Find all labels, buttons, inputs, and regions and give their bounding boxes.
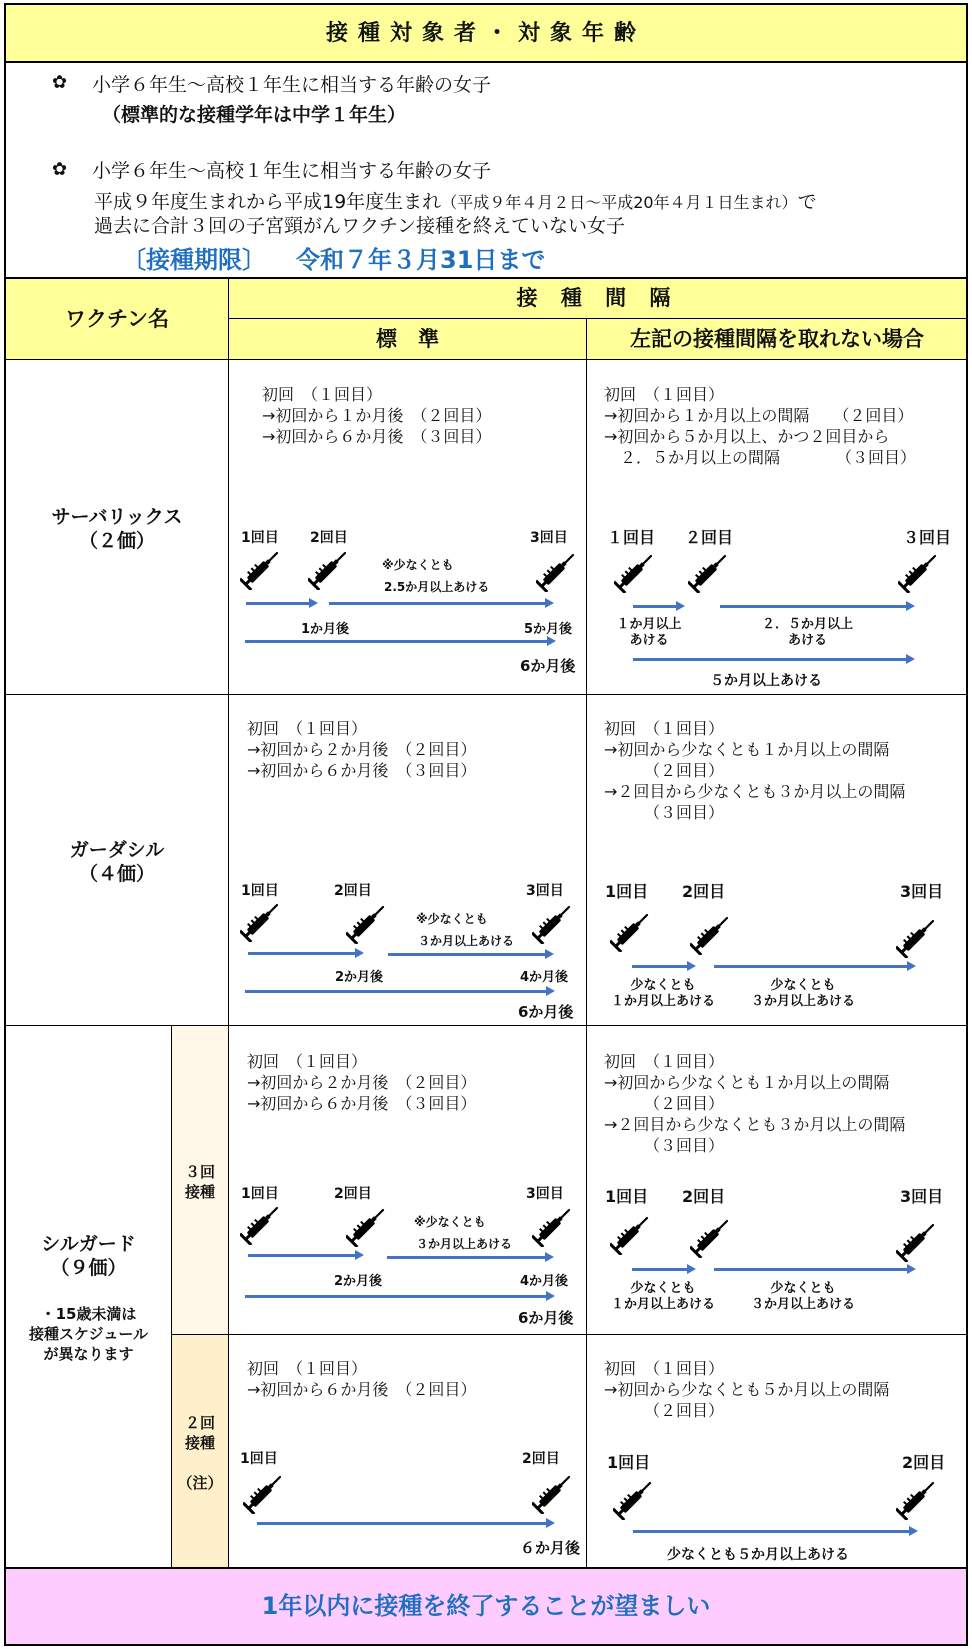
- alternative-schedule-desc: 初回 （１回目） →初回から少なくとも１か月以上の間隔 （２回目） →２回目から少なくとも３か月以上の間隔 （３回目）: [604, 719, 906, 822]
- divider: [586, 318, 587, 359]
- divider: [4, 61, 968, 63]
- interval-label: 少なくとも １か月以上あける: [610, 978, 715, 1009]
- interval-label: 2か月後: [335, 970, 384, 985]
- interval-arrow: [387, 1256, 546, 1259]
- interval-label: 6か月後: [518, 1003, 574, 1021]
- syringe-icon: [532, 904, 572, 944]
- standard-schedule-desc: 初回 （１回目） →初回から２か月後 （２回目） →初回から６か月後 （３回目）: [247, 1052, 477, 1113]
- syringe-icon: [240, 1205, 280, 1245]
- syringe-icon: [532, 1474, 572, 1514]
- divider: [171, 1334, 968, 1335]
- interval-label: ２．５か月以上 あける: [761, 617, 853, 648]
- header-standard: 標 準: [376, 327, 439, 351]
- syringe-icon: [610, 1215, 650, 1255]
- interval-arrow: [388, 953, 546, 956]
- interval-arrow: [632, 965, 688, 968]
- divider: [4, 359, 968, 360]
- interval-arrow: [245, 1295, 547, 1298]
- syringe-icon: [690, 1218, 730, 1258]
- dose-label: 1回目: [240, 1451, 278, 1467]
- eligibility-title: 接種対象者・対象年齢: [325, 21, 646, 46]
- footer-banner: [6, 1569, 966, 1644]
- dose-label: 1回目: [607, 1453, 651, 1472]
- interval-label: 6か月後: [520, 657, 576, 675]
- syringe-icon: [896, 918, 936, 958]
- syringe-icon: [536, 552, 576, 592]
- dose-label: 1回目: [241, 530, 279, 546]
- standard-schedule-desc: 初回 （１回目） →初回から２か月後 （２回目） →初回から６か月後 （３回目）: [247, 719, 477, 780]
- syringe-icon: [688, 553, 728, 593]
- flower-icon: ✿: [52, 159, 68, 180]
- syringe-icon: [243, 1474, 283, 1514]
- footer-text: 1年以内に接種を終了することが望ましい: [261, 1592, 711, 1620]
- interval-arrow: [633, 605, 677, 608]
- interval-arrow: [714, 1268, 908, 1271]
- interval-label: １か月以上 あける: [616, 617, 682, 648]
- alternative-schedule-desc: 初回 （１回目） →初回から１か月以上の間隔 （２回目） →初回から５か月以上、かつ２回目から ２．５か月以上の間隔 （３回目）: [604, 385, 917, 467]
- deadline-value: 令和７年３月31日まで: [296, 246, 546, 274]
- alternative-schedule-desc: 初回 （１回目） →初回から少なくとも１か月以上の間隔 （２回目） →２回目から少なくとも３か月以上の間隔 （３回目）: [604, 1052, 906, 1155]
- interval-arrow: [257, 1522, 547, 1525]
- interval-label: 少なくとも １か月以上あける: [610, 1281, 715, 1312]
- header-vaccine-name: ワクチン名: [65, 307, 169, 331]
- interval-arrow: [248, 952, 356, 955]
- dose-label: 3回目: [900, 1187, 944, 1206]
- syringe-icon: [346, 904, 386, 944]
- syringe-icon: [308, 550, 348, 590]
- vaccine-name-gardasil: ガーダシル （４価）: [69, 839, 165, 885]
- syringe-icon: [240, 550, 280, 590]
- dose-label: 2回目: [334, 1186, 372, 1202]
- syringe-icon: [346, 1207, 386, 1247]
- interval-arrow: [248, 1254, 356, 1257]
- interval-arrow: [633, 658, 907, 661]
- divider: [586, 359, 587, 1568]
- interval-note: ※少なくとも 2.5か月以上あける: [382, 558, 490, 594]
- interval-arrow: [246, 602, 310, 605]
- sub-row-label-3-dose: ３回 接種: [184, 1163, 215, 1201]
- interval-label: 1か月後: [301, 622, 350, 637]
- interval-arrow: [632, 1268, 688, 1271]
- interval-arrow: [633, 1530, 910, 1533]
- alternative-schedule-desc: 初回 （１回目） →初回から少なくとも５か月以上の間隔 （２回目）: [604, 1359, 890, 1420]
- dose-label: 2回目: [334, 883, 372, 899]
- divider: [228, 278, 229, 1568]
- header-alternative: 左記の接種間隔を取れない場合: [630, 327, 924, 351]
- interval-label: 4か月後: [520, 970, 569, 985]
- silgard-age-note: ・15歳未満は 接種スケジュール が異なります: [28, 1305, 149, 1363]
- syringe-icon: [240, 902, 280, 942]
- vaccine-name-silgard: シルガード （９価）: [41, 1233, 136, 1279]
- interval-label: 少なくとも ３か月以上あける: [750, 1281, 855, 1312]
- eligibility-item-1-line-2: （標準的な接種学年は中学１年生）: [102, 104, 407, 126]
- dose-label: 1回目: [241, 883, 279, 899]
- dose-label: ２回目: [685, 528, 734, 547]
- eligibility-item-2-line-2: 平成９年度生まれから平成19年度生まれ（平成９年４月２日～平成20年４月１日生まれ）で: [94, 191, 817, 213]
- interval-arrow: [245, 640, 548, 643]
- interval-arrow: [714, 965, 908, 968]
- eligibility-item-2-line-1: 小学６年生～高校１年生に相当する年齢の女子: [92, 160, 492, 182]
- dose-label: 1回目: [605, 882, 649, 901]
- interval-label: ５か月以上あける: [710, 673, 822, 689]
- dose-label: 2回目: [682, 1187, 726, 1206]
- interval-label: ６か月後: [520, 1539, 581, 1557]
- dose-label: 3回目: [526, 883, 564, 899]
- syringe-icon: [898, 553, 938, 593]
- syringe-icon: [896, 1480, 936, 1520]
- dose-label: 2回目: [902, 1453, 946, 1472]
- dose-label: 3回目: [900, 882, 944, 901]
- syringe-icon: [690, 915, 730, 955]
- standard-schedule-desc: 初回 （１回目） →初回から１か月後 （２回目） →初回から６か月後 （３回目）: [262, 385, 492, 446]
- sub-row-label-2-dose: ２回 接種 （注）: [177, 1414, 223, 1492]
- interval-arrow: [245, 990, 547, 993]
- interval-label: 少なくとも ３か月以上あける: [750, 978, 855, 1009]
- dose-label: 1回目: [241, 1186, 279, 1202]
- syringe-icon: [613, 1480, 653, 1520]
- syringe-icon: [896, 1222, 936, 1262]
- divider: [4, 1025, 968, 1026]
- interval-note: ※少なくとも ３か月以上あける: [416, 912, 515, 948]
- dose-label: 3回目: [530, 530, 568, 546]
- dose-label: 2回目: [310, 530, 348, 546]
- flower-icon: ✿: [52, 72, 68, 93]
- syringe-icon: [614, 553, 654, 593]
- dose-label: 1回目: [605, 1187, 649, 1206]
- dose-label: ３回目: [903, 528, 952, 547]
- dose-label: 2回目: [522, 1451, 560, 1467]
- dose-label: １回目: [607, 528, 656, 547]
- syringe-icon: [532, 1207, 572, 1247]
- interval-label: 4か月後: [520, 1274, 569, 1289]
- header-interval: 接 種 間 隔: [516, 286, 679, 310]
- standard-schedule-desc: 初回 （１回目） →初回から６か月後 （２回目）: [247, 1359, 477, 1399]
- interval-arrow: [720, 605, 907, 608]
- syringe-icon: [610, 912, 650, 952]
- interval-label: 5か月後: [524, 622, 573, 637]
- deadline: [122, 240, 545, 275]
- interval-label: 2か月後: [334, 1274, 383, 1289]
- eligibility-item-1-line-1: 小学６年生～高校１年生に相当する年齢の女子: [92, 74, 492, 96]
- divider: [4, 694, 968, 695]
- eligibility-item-2-line-3: 過去に合計３回の子宮頸がんワクチン接種を終えていない女子: [94, 215, 626, 237]
- deadline-label: 〔接種期限〕: [122, 246, 266, 274]
- interval-label: 少なくとも５か月以上あける: [667, 1547, 849, 1563]
- interval-label: 6か月後: [518, 1309, 574, 1327]
- vaccine-name-cervarix: サーバリックス （２価）: [51, 506, 183, 552]
- interval-arrow: [329, 602, 546, 605]
- eligibility-header: [6, 5, 966, 62]
- dose-label: 2回目: [682, 882, 726, 901]
- interval-note: ※少なくとも ３か月以上あける: [414, 1215, 513, 1251]
- dose-label: 3回目: [526, 1186, 564, 1202]
